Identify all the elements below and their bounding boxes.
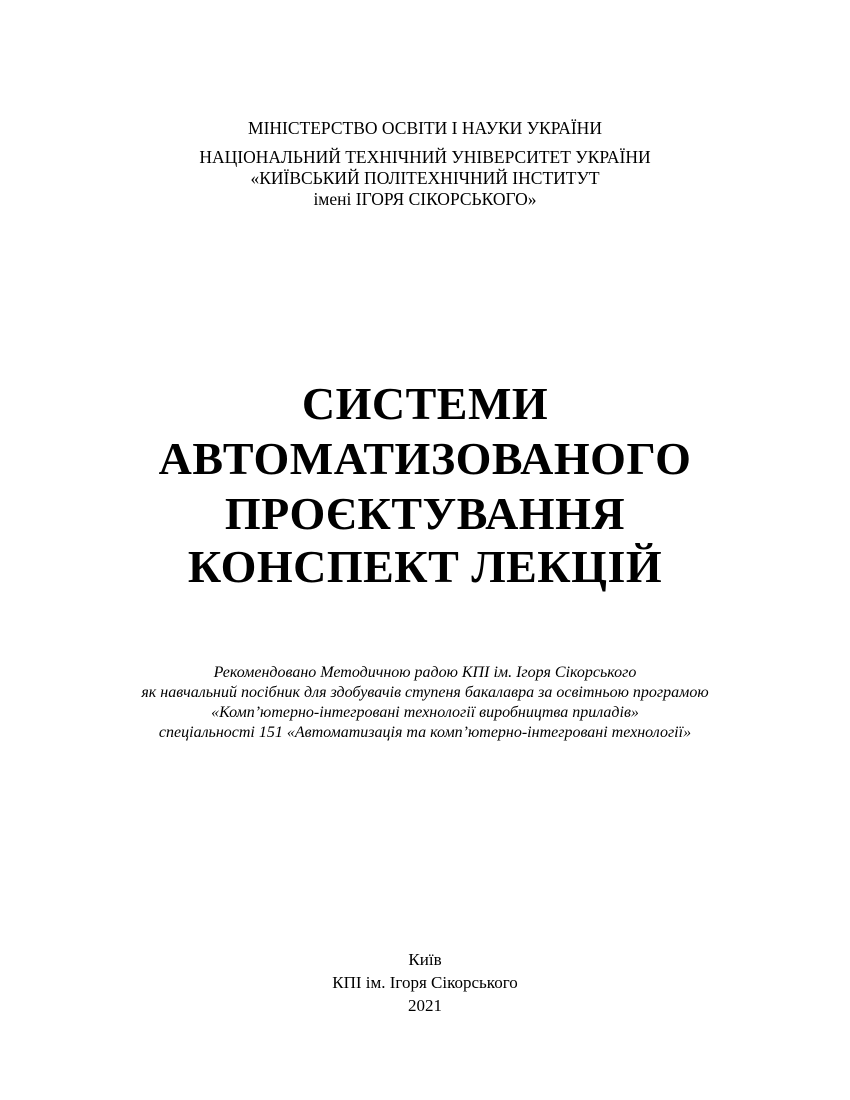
ministry-name: МІНІСТЕРСТВО ОСВІТИ І НАУКИ УКРАЇНИ — [248, 118, 602, 138]
university-name-line-2: «КИЇВСЬКИЙ ПОЛІТЕХНІЧНИЙ ІНСТИТУТ — [250, 168, 600, 188]
recommendation-line-4: спеціальності 151 «Автоматизація та комп’ютерно-інтегровані технології» — [158, 724, 692, 741]
imprint-year: 2021 — [408, 996, 442, 1015]
recommendation-line-2: як навчальний посібник для здобувачів ступеня бакалавра за освітньою програмою — [141, 684, 709, 701]
title-line-2: АВТОМАТИЗОВАНОГО — [158, 433, 692, 484]
university-name-line-1: НАЦІОНАЛЬНИЙ ТЕХНІЧНИЙ УНІВЕРСИТЕТ УКРАЇНИ — [199, 147, 651, 167]
document-subtitle: КОНСПЕКТ ЛЕКЦІЙ — [187, 541, 663, 592]
university-name-line-3: імені ІГОРЯ СІКОРСЬКОГО» — [313, 189, 537, 209]
imprint-city: Київ — [408, 950, 442, 969]
title-line-1: СИСТЕМИ — [301, 378, 549, 429]
recommendation-line-1: Рекомендовано Методичною радою КПІ ім. Ігоря Сікорського — [213, 664, 637, 681]
title-line-3: ПРОЄКТУВАННЯ — [224, 488, 626, 539]
recommendation-line-3: «Комп’ютерно-інтегровані технології виробництва приладів» — [211, 704, 639, 721]
imprint-publisher: КПІ ім. Ігоря Сікорського — [332, 973, 518, 992]
